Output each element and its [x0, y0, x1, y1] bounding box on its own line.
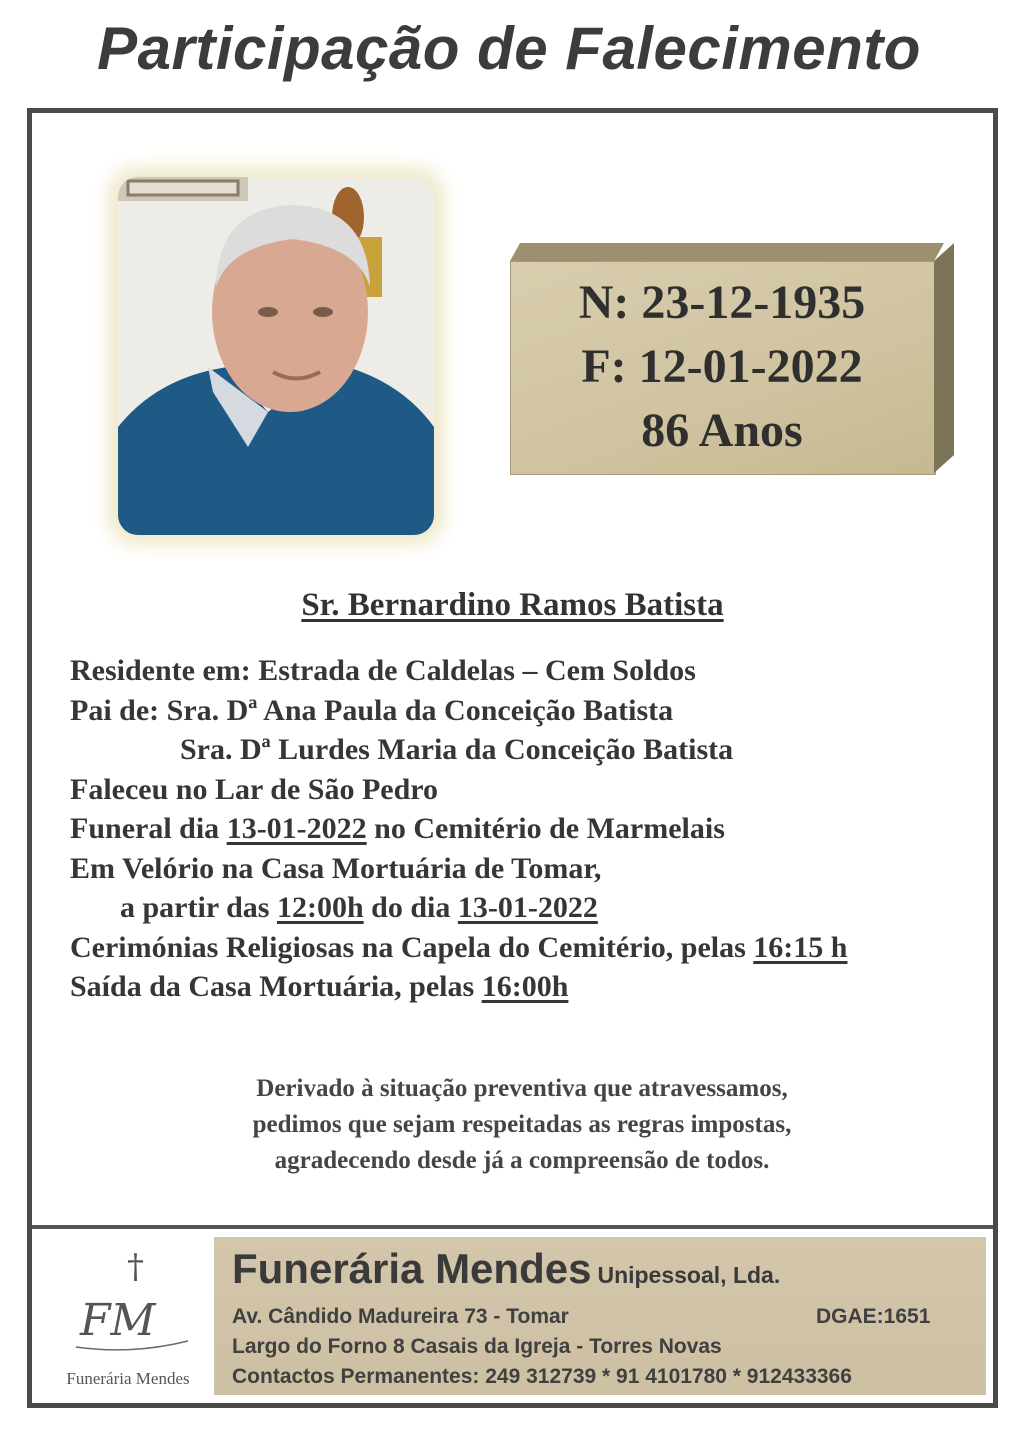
contacts: Contactos Permanentes: 249 312739 * 91 4101780 * 912433366	[232, 1365, 852, 1388]
funeral-line: Funeral dia 13-01-2022 no Cemitério de Marmelais	[70, 812, 725, 845]
ceremony-time: 16:15 h	[753, 930, 848, 964]
departure-line: Saída da Casa Mortuária, pelas 16:00h	[70, 970, 569, 1003]
plaque-side-bevel	[934, 243, 954, 473]
ceremony-line: Cerimónias Religiosas na Capela do Cemitério, pelas 16:15 h	[70, 930, 848, 964]
details-block	[70, 651, 970, 1007]
father-of-line: Pai de: Sra. Dª Ana Paula da Conceição Batista	[70, 693, 674, 727]
residence-line: Residente em: Estrada de Caldelas – Cem Soldos	[70, 654, 696, 687]
logo-caption: Funerária Mendes	[66, 1369, 190, 1388]
death-place-line: Faleceu no Lar de São Pedro	[70, 772, 439, 806]
age: 86 Anos	[641, 404, 803, 457]
funeral-date: 13-01-2022	[226, 812, 367, 845]
death-date: F: 12-01-2022	[581, 340, 863, 393]
fm-monogram-logo	[72, 1289, 192, 1359]
footer-divider	[32, 1225, 993, 1229]
wake-time-line: a partir das 12:00h do dia 13-01-2022	[120, 891, 598, 924]
notice-frame	[27, 108, 998, 1408]
departure-time: 16:00h	[481, 970, 569, 1003]
dgae-number: DGAE:1651	[816, 1305, 931, 1328]
funeral-home-logo	[42, 1237, 214, 1395]
wake-date: 13-01-2022	[457, 891, 598, 924]
address-tomar: Av. Cândido Madureira 73 - Tomar	[232, 1305, 569, 1328]
address-torres-novas: Largo do Forno 8 Casais da Igreja - Torres Novas	[232, 1335, 722, 1358]
portrait-illustration	[118, 177, 434, 535]
deceased-name: Sr. Bernardino Ramos Batista	[301, 587, 724, 623]
company-name: Funerária Mendes Unipessoal, Lda.	[232, 1245, 781, 1292]
birth-date: N: 23-12-1935	[578, 276, 866, 329]
dates-text	[510, 271, 934, 463]
wake-line: Em Velório na Casa Mortuária de Tomar,	[70, 851, 602, 885]
child-line: Sra. Dª Lurdes Maria da Conceição Batista	[180, 733, 734, 766]
plaque-top-bevel	[510, 243, 944, 261]
svg-text:FM: FM	[80, 1295, 156, 1346]
page-title: Participação de Falecimento	[97, 15, 921, 82]
covid-notice: Derivado à situação preventiva que atravessamos, pedimos que sejam respeitadas as regras impostas, agradecendo desde já a compreensão de todos.	[252, 1075, 792, 1174]
cross-icon: †	[127, 1247, 144, 1287]
company-info	[214, 1237, 986, 1395]
wake-time: 12:00h	[276, 891, 364, 924]
portrait-photo	[118, 177, 434, 535]
